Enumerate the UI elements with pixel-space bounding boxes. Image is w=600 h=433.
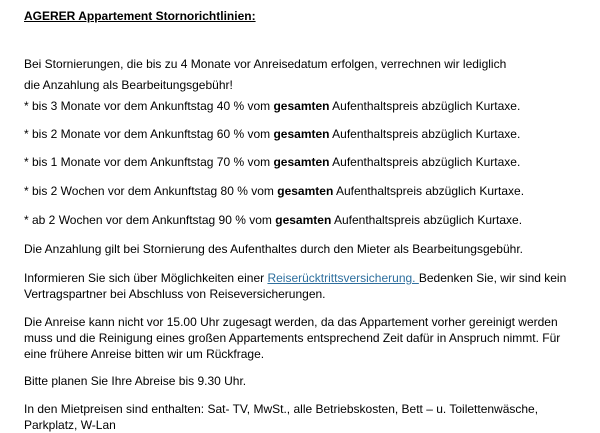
cancellation-tier-3-months [24,98,520,114]
intro-line-1: Bei Stornierungen, die bis zu 4 Monate vor Anreisedatum erfolgen, verrechnen wir lediglich [24,57,507,71]
cancellation-tier-2-weeks [24,183,524,199]
insurance-line-1 [24,270,566,286]
cancellation-tier-2-months [24,126,520,142]
insurance-before-link: Informieren Sie sich über Möglichkeiten einer [24,271,268,285]
intro-line-2: die Anzahlung als Bearbeitungsgebühr! [24,78,233,92]
page-title: AGERER Appartement Stornorichtlinien: [24,9,256,23]
included-line-2: Parkplatz, W-Lan [24,418,116,432]
tier-suffix: Aufenthaltspreis abzüglich Kurtaxe. [329,155,521,169]
tier-prefix: * bis 2 Wochen vor dem Ankunftstag 80 % vom [24,184,278,198]
departure-note: Bitte planen Sie Ihre Abreise bis 9.30 Uhr. [24,374,247,388]
tier-suffix: Aufenthaltspreis abzüglich Kurtaxe. [329,127,521,141]
tier-bold: gesamten [273,99,330,113]
tier-bold: gesamten [275,213,332,227]
tier-prefix: * bis 1 Monate vor dem Ankunftstag 70 % vom [24,155,274,169]
tier-prefix: * bis 2 Monate vor dem Ankunftstag 60 % vom [24,127,274,141]
included-line-1: In den Mietpreisen sind enthalten: Sat- TV, MwSt., alle Betriebskosten, Bett – u. Toilettenwäsche, [24,402,539,416]
tier-prefix: * bis 3 Monate vor dem Ankunftstag 40 % vom [24,99,274,113]
travel-insurance-link[interactable]: Reiserücktrittsversicherung. [267,271,419,285]
arrival-line-2: muss und die Reinigung eines großen Appartements entsprechend Zeit dafür in Anspruch nimmt. Für [24,331,561,345]
insurance-after-link: Bedenken Sie, wir sind kein [418,271,567,285]
policy-document [24,8,594,432]
tier-bold: gesamten [277,184,334,198]
deposit-note: Die Anzahlung gilt bei Stornierung des Aufenthaltes durch den Mieter als Bearbeitungsgebühr. [24,242,523,256]
tier-bold: gesamten [273,155,330,169]
arrival-line-3: eine frühere Anreise bitten wir um Rückfrage. [24,347,265,361]
tier-suffix: Aufenthaltspreis abzüglich Kurtaxe. [329,99,521,113]
insurance-paragraph [24,270,566,302]
cancellation-tier-1-month [24,154,520,170]
insurance-line-2: Vertragspartner bei Abschluss von Reiseversicherungen. [24,287,326,301]
tier-suffix: Aufenthaltspreis abzüglich Kurtaxe. [333,184,525,198]
tier-bold: gesamten [273,127,330,141]
arrival-line-1: Die Anreise kann nicht vor 15.00 Uhr zugesagt werden, da das Appartement vorher gereinigt werden [24,315,558,329]
cancellation-tier-from-2-weeks [24,212,522,228]
tier-suffix: Aufenthaltspreis abzüglich Kurtaxe. [331,213,523,227]
tier-prefix: * ab 2 Wochen vor dem Ankunftstag 90 % vom [24,213,276,227]
included-paragraph [24,401,538,433]
arrival-paragraph [24,314,560,362]
